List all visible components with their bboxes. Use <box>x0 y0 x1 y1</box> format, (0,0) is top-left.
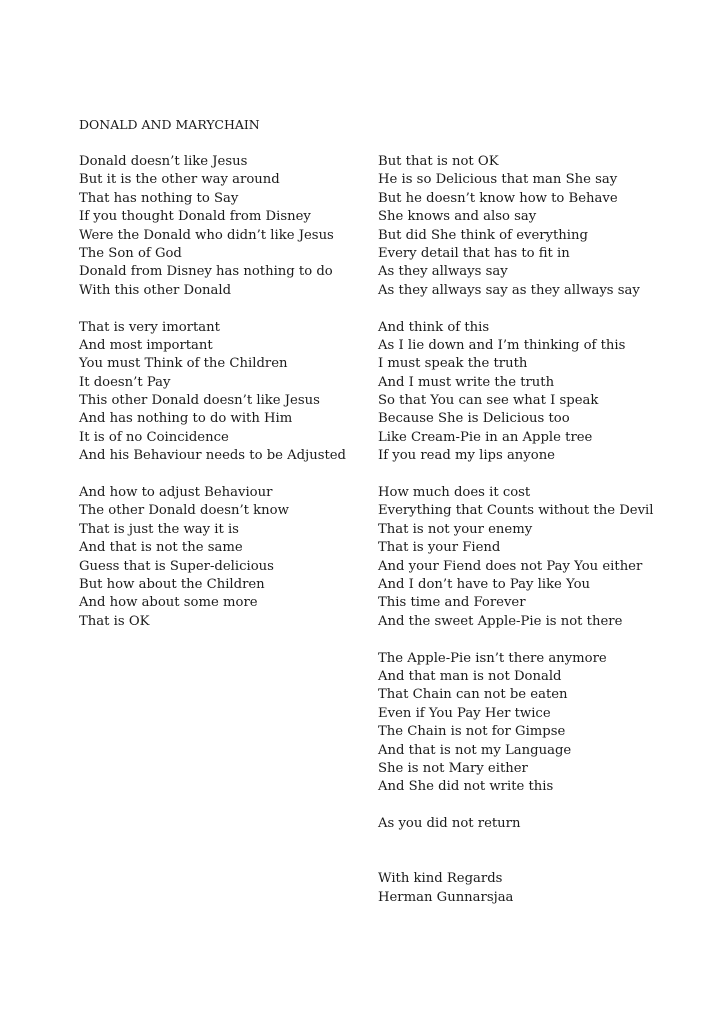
poem-line: As I lie down and I’m thinking of this <box>378 337 626 353</box>
poem-line: I must speak the truth <box>378 356 528 372</box>
closing <box>378 870 678 907</box>
poem-line: And that is not my Language <box>378 742 572 758</box>
poem-line: And your Fiend does not Pay You either <box>378 558 643 574</box>
poem-line: If you read my lips anyone <box>378 448 555 464</box>
poem-line: Even if You Pay Her twice <box>378 705 551 721</box>
poem-line: As they allways say as they allways say <box>378 282 640 298</box>
poem-line: And I don’t have to Pay like You <box>378 576 591 592</box>
poem-line: She knows and also say <box>378 209 537 225</box>
poem-line: So that You can see what I speak <box>378 393 599 409</box>
poem-line: That is very imortant <box>79 319 220 335</box>
poem-line: As you did not return <box>378 816 521 832</box>
stanza <box>378 650 678 797</box>
signature: Herman Gunnarsjaa <box>378 889 514 905</box>
poem-line: With this other Donald <box>79 282 232 298</box>
right-column <box>378 153 678 907</box>
poem-title: DONALD AND MARYCHAIN <box>79 117 260 132</box>
poem-line: Everything that Counts without the Devil <box>378 503 654 519</box>
poem-line: And his Behaviour needs to be Adjusted <box>79 448 347 464</box>
poem-line: Every detail that has to fit in <box>378 245 570 261</box>
poem-line: And how about some more <box>79 595 258 611</box>
stanza <box>378 815 678 833</box>
poem-line: That is not your enemy <box>378 521 533 537</box>
poem-line: And I must write the truth <box>378 374 555 390</box>
poem-line: This other Donald doesn’t like Jesus <box>79 393 320 409</box>
poem-line: But how about the Children <box>79 576 265 592</box>
poem-line: That has nothing to Say <box>79 190 239 206</box>
stanza <box>378 319 678 466</box>
poem-line: But that is not OK <box>378 154 499 169</box>
salutation: With kind Regards <box>378 871 503 887</box>
poem-line: That is your Fiend <box>378 540 501 556</box>
poem-line: The Son of God <box>79 245 182 261</box>
poem-line: But it is the other way around <box>79 172 280 188</box>
stanza <box>79 319 359 466</box>
poem-line: The other Donald doesn’t know <box>79 503 289 519</box>
spacer <box>378 852 678 870</box>
poem-line: Donald from Disney has nothing to do <box>79 264 333 280</box>
poem-line: Donald doesn’t like Jesus <box>79 154 248 169</box>
poem-line: And that is not the same <box>79 540 243 556</box>
poem-line: Guess that is Super-delicious <box>79 558 274 574</box>
poem-line: Were the Donald who didn’t like Jesus <box>79 227 334 243</box>
poem-line: And think of this <box>378 319 490 335</box>
poem-line: You must Think of the Children <box>79 356 288 372</box>
poem-line: But he doesn’t know how to Behave <box>378 190 618 206</box>
poem-line: As they allways say <box>378 264 508 280</box>
poem-line: The Apple-Pie isn’t there anymore <box>378 650 607 666</box>
poem-line: The Chain is not for Gimpse <box>378 724 566 740</box>
poem-line: He is so Delicious that man She say <box>378 172 618 188</box>
poem-line: And has nothing to do with Him <box>79 411 293 427</box>
poem-line: It doesn’t Pay <box>79 374 171 390</box>
poem-line: And most important <box>79 337 213 353</box>
poem-line: That is just the way it is <box>79 521 239 537</box>
left-column <box>79 153 359 650</box>
poem-line: It is of no Coincidence <box>79 429 229 445</box>
stanza <box>79 153 359 300</box>
stanza <box>378 484 678 631</box>
poem-line: And that man is not Donald <box>378 668 562 684</box>
stanza <box>79 484 359 631</box>
poem-line: But did She think of everything <box>378 227 588 243</box>
poem-line: If you thought Donald from Disney <box>79 209 311 225</box>
stanza <box>378 153 678 300</box>
poem-line: And She did not write this <box>378 779 554 795</box>
poem-line: That Chain can not be eaten <box>378 687 568 703</box>
poem-line: Because She is Delicious too <box>378 411 570 427</box>
poem-line: She is not Mary either <box>378 760 528 776</box>
poem-line: And how to adjust Behaviour <box>79 485 273 501</box>
poem-line: That is OK <box>79 613 150 629</box>
poem-line: Like Cream-Pie in an Apple tree <box>378 429 593 445</box>
poem-line: This time and Forever <box>378 595 526 611</box>
poem-line: And the sweet Apple-Pie is not there <box>378 613 623 629</box>
poem-line: How much does it cost <box>378 485 531 501</box>
